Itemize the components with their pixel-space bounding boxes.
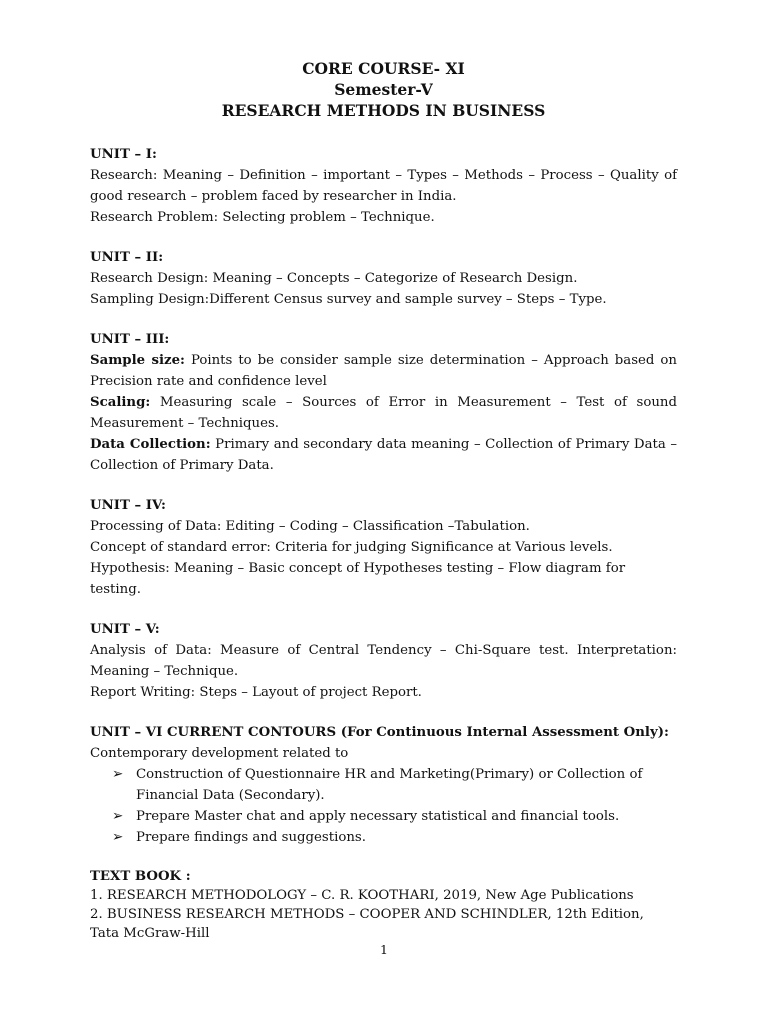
unit-text: Concept of standard error: Criteria for judging Significance at Various levels. Hypothesis: Meaning – Basic concept of Hypotheses testing – Flow diagram for testing. xyxy=(90,540,626,597)
unit-text: Research Problem: Selecting problem – Technique. xyxy=(90,210,435,225)
scaling-paragraph xyxy=(90,392,677,434)
page-number: 1 xyxy=(380,942,388,957)
arrow-bullet-icon: ➢ xyxy=(112,809,124,824)
data-collection-paragraph xyxy=(90,434,677,476)
semester-label: Semester-V xyxy=(334,80,433,99)
sample-size-text: Points to be consider sample size determination – Approach based on Precision rate and confidence level xyxy=(90,353,677,389)
text-book-section xyxy=(90,867,677,943)
syllabus-page xyxy=(90,58,677,943)
unit-heading: UNIT – II: xyxy=(90,250,164,265)
unit-6 xyxy=(90,722,677,848)
unit-text: Research: Meaning – Definition – important – Types – Methods – Process – Quality of good research – problem faced by researcher in India. xyxy=(90,168,677,204)
list-item-text: Prepare Master chat and apply necessary statistical and financial tools. xyxy=(136,809,620,824)
list-item xyxy=(112,827,677,848)
list-item-text: Prepare findings and suggestions. xyxy=(136,830,366,845)
list-item xyxy=(112,764,677,806)
unit-heading: UNIT – I: xyxy=(90,147,157,162)
data-collection-text: Primary and secondary data meaning – Collection of Primary Data – Collection of Primary Data. xyxy=(90,437,677,473)
unit-1 xyxy=(90,144,677,228)
unit-intro: Contemporary development related to xyxy=(90,746,349,761)
unit-text: Research Design: Meaning – Concepts – Categorize of Research Design. xyxy=(90,271,578,286)
text-book-item: 2. BUSINESS RESEARCH METHODS – COOPER AND SCHINDLER, 12th Edition, Tata McGraw-Hill xyxy=(90,907,644,941)
subject-title: RESEARCH METHODS IN BUSINESS xyxy=(221,101,546,120)
course-title: CORE COURSE- XI xyxy=(302,59,465,78)
scaling-label: Scaling: xyxy=(90,395,151,410)
list-item-text: Construction of Questionnaire HR and Marketing(Primary) or Collection of Financial Data (Secondary). xyxy=(136,767,643,803)
unit-4 xyxy=(90,495,677,600)
arrow-bullet-icon: ➢ xyxy=(112,830,124,845)
list-item xyxy=(112,806,677,827)
arrow-bullet-icon: ➢ xyxy=(112,767,124,782)
unit-heading: UNIT – VI CURRENT CONTOURS (For Continuous Internal Assessment Only): xyxy=(90,725,669,740)
unit-text: Report Writing: Steps – Layout of project Report. xyxy=(90,685,422,700)
contours-list xyxy=(90,764,677,848)
unit-text: Sampling Design:Different Census survey and sample survey – Steps – Type. xyxy=(90,292,607,307)
text-book-item: 1. RESEARCH METHODOLOGY – C. R. KOOTHARI, 2019, New Age Publications xyxy=(90,888,634,903)
unit-text: Analysis of Data: Measure of Central Tendency – Chi-Square test. Interpretation: Meaning – Technique. xyxy=(90,643,677,679)
unit-5 xyxy=(90,619,677,703)
unit-heading: UNIT – IV: xyxy=(90,498,166,513)
unit-2 xyxy=(90,247,677,310)
unit-heading: UNIT – V: xyxy=(90,622,160,637)
sample-size-label: Sample size: xyxy=(90,353,185,368)
unit-text: Processing of Data: Editing – Coding – Classification –Tabulation. xyxy=(90,519,530,534)
scaling-text: Measuring scale – Sources of Error in Measurement – Test of sound Measurement – Techniques. xyxy=(90,395,677,431)
text-book-heading: TEXT BOOK : xyxy=(90,869,191,884)
unit-heading: UNIT – III: xyxy=(90,332,170,347)
unit-3 xyxy=(90,329,677,476)
data-collection-label: Data Collection: xyxy=(90,437,211,452)
sample-size-paragraph xyxy=(90,350,677,392)
